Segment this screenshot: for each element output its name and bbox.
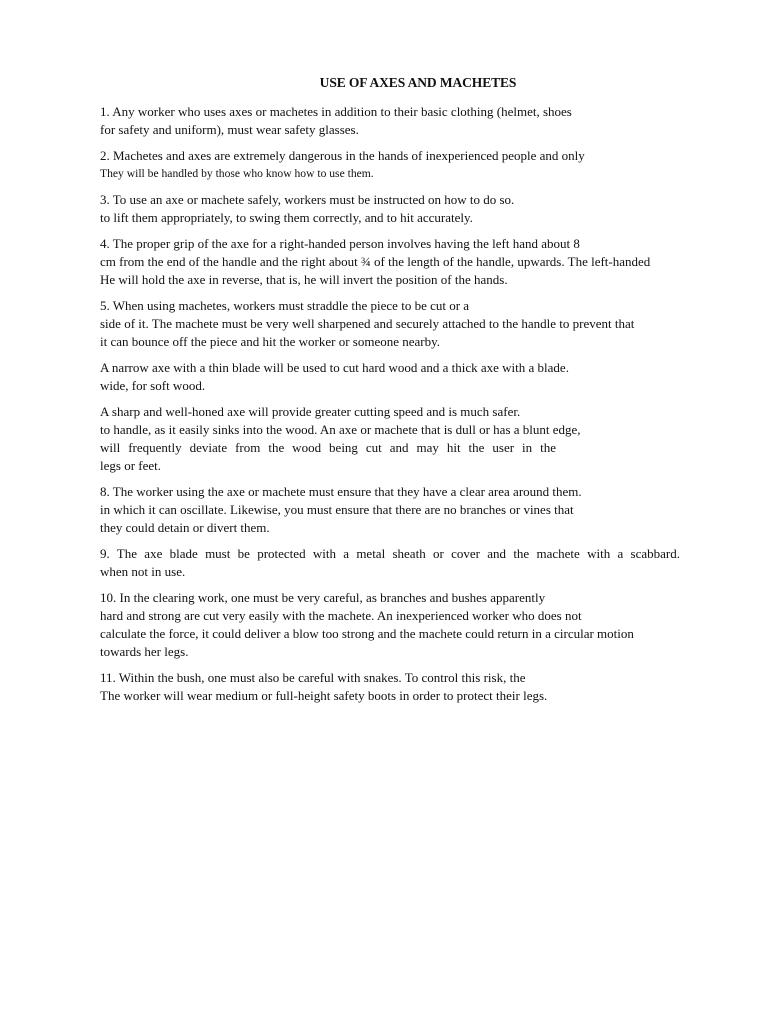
paragraph-line: 10. In the clearing work, one must be very careful, as branches and bushes apparently	[100, 590, 546, 605]
paragraph-line: He will hold the axe in reverse, that is, he will invert the position of the hands.	[100, 272, 508, 287]
paragraph-line: 5. When using machetes, workers must straddle the piece to be cut or a	[100, 298, 470, 313]
paragraph-line: in which it can oscillate. Likewise, you must ensure that there are no branches or vines that	[100, 502, 574, 517]
paragraph-3	[100, 191, 700, 227]
paragraph-line: 8. The worker using the axe or machete must ensure that they have a clear area around them.	[100, 484, 582, 499]
paragraph-line: they could detain or divert them.	[100, 520, 270, 535]
paragraph-line: will frequently deviate from the wood being cut and may hit the user in the	[100, 440, 556, 455]
paragraph-2	[100, 147, 700, 183]
paragraph-line: 3. To use an axe or machete safely, workers must be instructed on how to do so.	[100, 192, 515, 207]
paragraph-line: cm from the end of the handle and the right about ¾ of the length of the handle, upwards. The left-handed	[100, 254, 651, 269]
paragraph-line: A narrow axe with a thin blade will be used to cut hard wood and a thick axe with a blade.	[100, 360, 569, 375]
paragraph-line: 9. The axe blade must be protected with a metal sheath or cover and the machete with a scabbard.	[100, 546, 680, 561]
paragraph-8	[100, 483, 700, 537]
paragraph-10	[100, 589, 700, 661]
paragraph-line: 2. Machetes and axes are extremely dangerous in the hands of inexperienced people and only	[100, 148, 585, 163]
paragraph-line: it can bounce off the piece and hit the worker or someone nearby.	[100, 334, 441, 349]
paragraph-6	[100, 359, 700, 395]
paragraph-4	[100, 235, 700, 289]
paragraph-11	[100, 669, 700, 705]
paragraph-line: towards her legs.	[100, 644, 189, 659]
paragraph-1	[100, 103, 700, 139]
paragraph-line: A sharp and well-honed axe will provide greater cutting speed and is much safer.	[100, 404, 521, 419]
paragraph-line: 1. Any worker who uses axes or machetes in addition to their basic clothing (helmet, shoes	[100, 104, 572, 119]
paragraph-5	[100, 297, 700, 351]
paragraph-line: hard and strong are cut very easily with the machete. An inexperienced worker who does not	[100, 608, 582, 623]
document-title: USE OF AXES AND MACHETES	[319, 75, 517, 90]
paragraph-line: calculate the force, it could deliver a blow too strong and the machete could return in a circular motion	[100, 626, 634, 641]
paragraph-line: The worker will wear medium or full-height safety boots in order to protect their legs.	[100, 688, 548, 703]
document-body	[100, 103, 700, 713]
paragraph-line: 11. Within the bush, one must also be careful with snakes. To control this risk, the	[100, 670, 526, 685]
paragraph-9	[100, 545, 700, 581]
paragraph-line: to handle, as it easily sinks into the wood. An axe or machete that is dull or has a blunt edge,	[100, 422, 581, 437]
paragraph-line: for safety and uniform), must wear safety glasses.	[100, 122, 359, 137]
paragraph-line: 4. The proper grip of the axe for a right-handed person involves having the left hand about 8	[100, 236, 580, 251]
paragraph-line: to lift them appropriately, to swing them correctly, and to hit accurately.	[100, 210, 473, 225]
paragraph-line: when not in use.	[100, 564, 186, 579]
paragraph-line: wide, for soft wood.	[100, 378, 206, 393]
paragraph-line: legs or feet.	[100, 458, 162, 473]
paragraph-7	[100, 403, 700, 475]
paragraph-line: side of it. The machete must be very well sharpened and securely attached to the handle to prevent that	[100, 316, 635, 331]
paragraph-line: They will be handled by those who know how to use them.	[100, 167, 374, 180]
